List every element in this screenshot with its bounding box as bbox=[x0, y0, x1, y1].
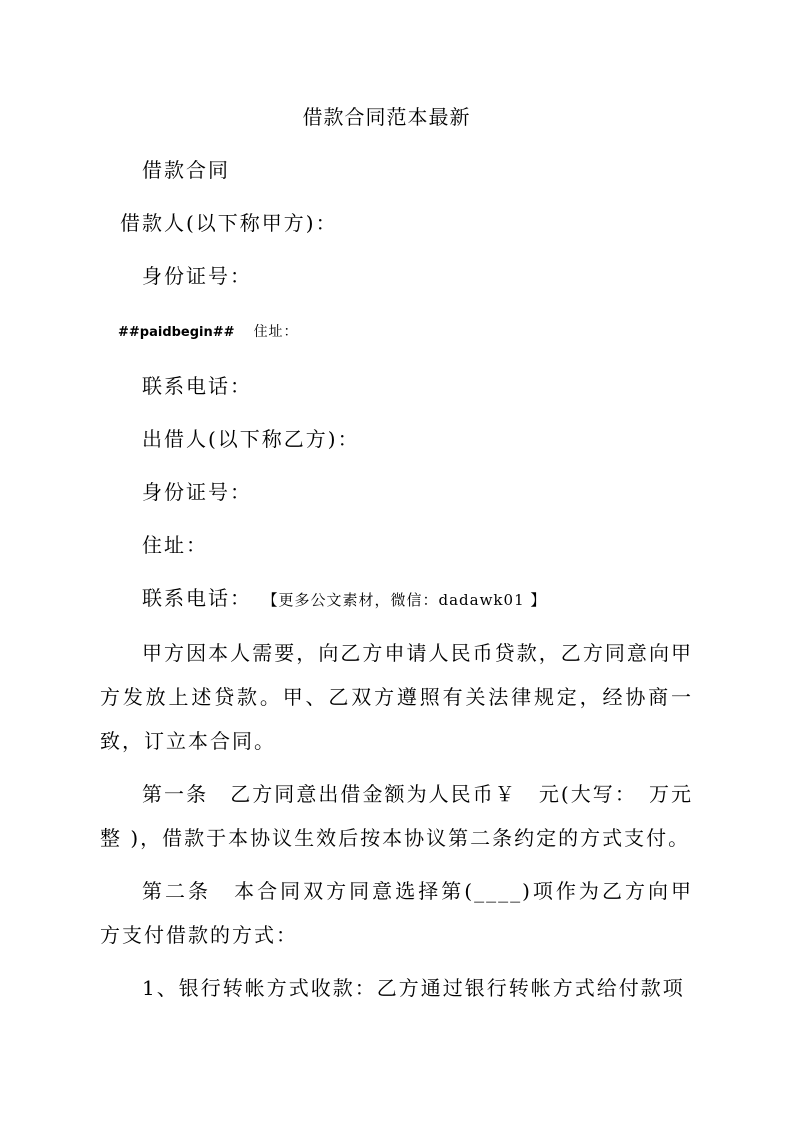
contract-subtitle: 借款合同 bbox=[142, 158, 230, 182]
page-title: 借款合同范本最新 bbox=[302, 105, 471, 129]
borrower-address-label: 住址： bbox=[253, 324, 299, 340]
article-1-paragraph: 第一条 乙方同意出借金额为人民币￥ 元(大写： 万元整 )，借款于本协议生效后按本协议第二条约定的方式支付。 bbox=[100, 782, 693, 850]
lender-phone-line bbox=[100, 576, 693, 622]
intro-paragraph: 甲方因本人需要，向乙方申请人民币贷款，乙方同意向甲方发放上述贷款。甲、乙双方遵照有关法律规定，经协商一致，订立本合同。 bbox=[100, 641, 693, 753]
article-2-paragraph: 第二条 本合同双方同意选择第(____)项作为乙方向甲方支付借款的方式： bbox=[100, 879, 693, 947]
payment-item-1: 1、银行转帐方式收款：乙方通过银行转帐方式给付款项 bbox=[142, 976, 685, 1000]
lender-phone-label: 联系电话： bbox=[142, 586, 252, 610]
paidbegin-marker: ##paidbegin## bbox=[118, 325, 235, 340]
borrower-id-label: 身份证号： bbox=[142, 264, 252, 288]
lender-address-label: 住址： bbox=[142, 533, 208, 557]
lender-label: 出借人(以下称乙方)： bbox=[142, 427, 360, 451]
borrower-label: 借款人(以下称甲方)： bbox=[120, 211, 338, 235]
lender-id-label: 身份证号： bbox=[142, 480, 252, 504]
borrower-phone-label: 联系电话： bbox=[142, 374, 252, 398]
promo-text: 【更多公文素材，微信：dadawk01 】 bbox=[270, 591, 547, 609]
paidbegin-line bbox=[100, 307, 693, 355]
